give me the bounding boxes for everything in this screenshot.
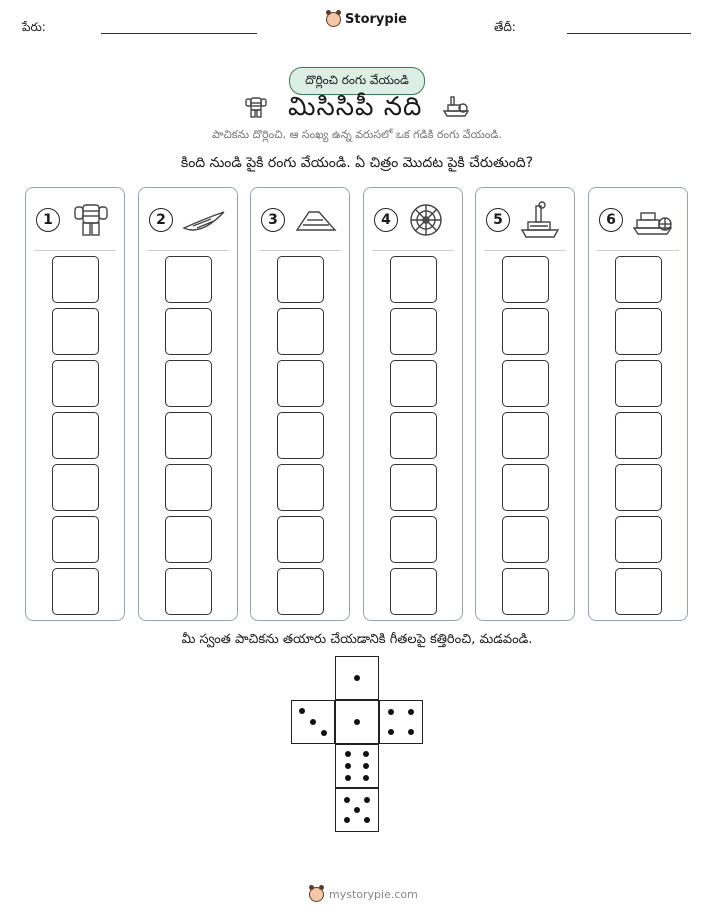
- riverboat-title-icon: [441, 95, 471, 119]
- dice-face: [379, 700, 423, 744]
- column-number: 2: [149, 208, 173, 232]
- color-box[interactable]: [390, 516, 437, 563]
- page-title: మిసిసిపీ నది: [288, 92, 423, 122]
- dice-pip: [388, 729, 394, 735]
- column-4: [363, 187, 463, 621]
- riverboat-icon: [631, 200, 677, 240]
- color-box[interactable]: [390, 412, 437, 459]
- color-box[interactable]: [502, 568, 549, 615]
- color-box[interactable]: [615, 360, 662, 407]
- color-box[interactable]: [52, 516, 99, 563]
- color-box[interactable]: [390, 256, 437, 303]
- color-box[interactable]: [165, 568, 212, 615]
- armor-title-icon: [243, 94, 269, 120]
- color-box[interactable]: [615, 568, 662, 615]
- color-box[interactable]: [277, 360, 324, 407]
- column-number: 3: [261, 208, 285, 232]
- subtitle: పాచికను దొర్లించి, ఆ సంఖ్య ఉన్న వరుసలో ఒక గడికి రంగు వేయండి.: [212, 128, 502, 141]
- dice-pip: [299, 708, 305, 714]
- dice-face: [335, 788, 379, 832]
- column-number: 1: [36, 208, 60, 232]
- dice-pip: [310, 719, 316, 725]
- dice-pip: [344, 817, 350, 823]
- dice-pip: [345, 751, 351, 757]
- color-box[interactable]: [615, 308, 662, 355]
- dice-face: [335, 656, 379, 700]
- dice-face: [335, 700, 379, 744]
- name-label: పేరు:: [22, 20, 46, 34]
- steamboat-icon: [518, 200, 564, 240]
- name-line[interactable]: [101, 33, 257, 34]
- color-box[interactable]: [52, 308, 99, 355]
- color-box[interactable]: [615, 464, 662, 511]
- column-number: 5: [486, 208, 510, 232]
- color-box[interactable]: [390, 464, 437, 511]
- color-box[interactable]: [52, 464, 99, 511]
- color-box[interactable]: [165, 516, 212, 563]
- color-box[interactable]: [165, 308, 212, 355]
- column-number: 6: [599, 208, 623, 232]
- dice-pip: [344, 797, 350, 803]
- color-box[interactable]: [390, 568, 437, 615]
- dice-pip: [363, 775, 369, 781]
- column-5: [475, 187, 575, 621]
- dice-pip: [354, 807, 360, 813]
- brand-name: Storypie: [345, 12, 407, 27]
- column-3: [250, 187, 350, 621]
- color-box[interactable]: [277, 308, 324, 355]
- dice-face: [335, 744, 379, 788]
- color-box[interactable]: [390, 308, 437, 355]
- dice-pip: [345, 763, 351, 769]
- bear-icon: [326, 12, 341, 27]
- canoe-icon: [181, 200, 227, 240]
- color-box[interactable]: [502, 516, 549, 563]
- dice-instruction: మీ స్వంత పాచికను తయారు చేయడానికి గీతలపై కత్తిరించి, మడవండి.: [181, 632, 533, 647]
- column-number: 4: [374, 208, 398, 232]
- dice-pip: [345, 775, 351, 781]
- color-box[interactable]: [277, 568, 324, 615]
- color-box[interactable]: [502, 308, 549, 355]
- color-box[interactable]: [502, 360, 549, 407]
- dice-pip: [363, 763, 369, 769]
- dice-face: [291, 700, 335, 744]
- color-box[interactable]: [277, 412, 324, 459]
- color-box[interactable]: [502, 464, 549, 511]
- brand-logo: [326, 12, 407, 27]
- color-box[interactable]: [615, 256, 662, 303]
- mound-icon: [293, 200, 339, 240]
- color-box[interactable]: [277, 464, 324, 511]
- armor-icon: [68, 200, 114, 240]
- color-box[interactable]: [52, 412, 99, 459]
- color-box[interactable]: [502, 412, 549, 459]
- column-6: [588, 187, 688, 621]
- paddle-wheel-icon: [406, 200, 452, 240]
- dice-pip: [321, 730, 327, 736]
- color-box[interactable]: [615, 516, 662, 563]
- roll-and-color-badge: దొర్లించి రంగు వేయండి: [289, 67, 425, 95]
- dice-pip: [364, 797, 370, 803]
- color-box[interactable]: [165, 360, 212, 407]
- color-box[interactable]: [390, 360, 437, 407]
- instruction: కింది నుండి పైకి రంగు వేయండి. ఏ చిత్రం మొదట పైకి చేరుతుంది?: [180, 155, 534, 171]
- color-box[interactable]: [52, 256, 99, 303]
- footer: [309, 887, 418, 902]
- column-2: [138, 187, 238, 621]
- dice-pip: [354, 719, 360, 725]
- color-box[interactable]: [502, 256, 549, 303]
- column-1: [25, 187, 125, 621]
- date-line[interactable]: [567, 33, 691, 34]
- color-box[interactable]: [277, 256, 324, 303]
- color-box[interactable]: [615, 412, 662, 459]
- color-box[interactable]: [165, 256, 212, 303]
- color-box[interactable]: [165, 412, 212, 459]
- dice-pip: [363, 751, 369, 757]
- dice-pip: [364, 817, 370, 823]
- color-box[interactable]: [52, 568, 99, 615]
- dice-pip: [354, 675, 360, 681]
- color-box[interactable]: [165, 464, 212, 511]
- dice-pip: [388, 709, 394, 715]
- bear-icon: [309, 887, 324, 902]
- dice-pip: [408, 729, 414, 735]
- footer-url[interactable]: mystorypie.com: [329, 888, 418, 901]
- color-box[interactable]: [52, 360, 99, 407]
- dice-pip: [408, 709, 414, 715]
- color-box[interactable]: [277, 516, 324, 563]
- date-label: తేదీ:: [494, 20, 516, 34]
